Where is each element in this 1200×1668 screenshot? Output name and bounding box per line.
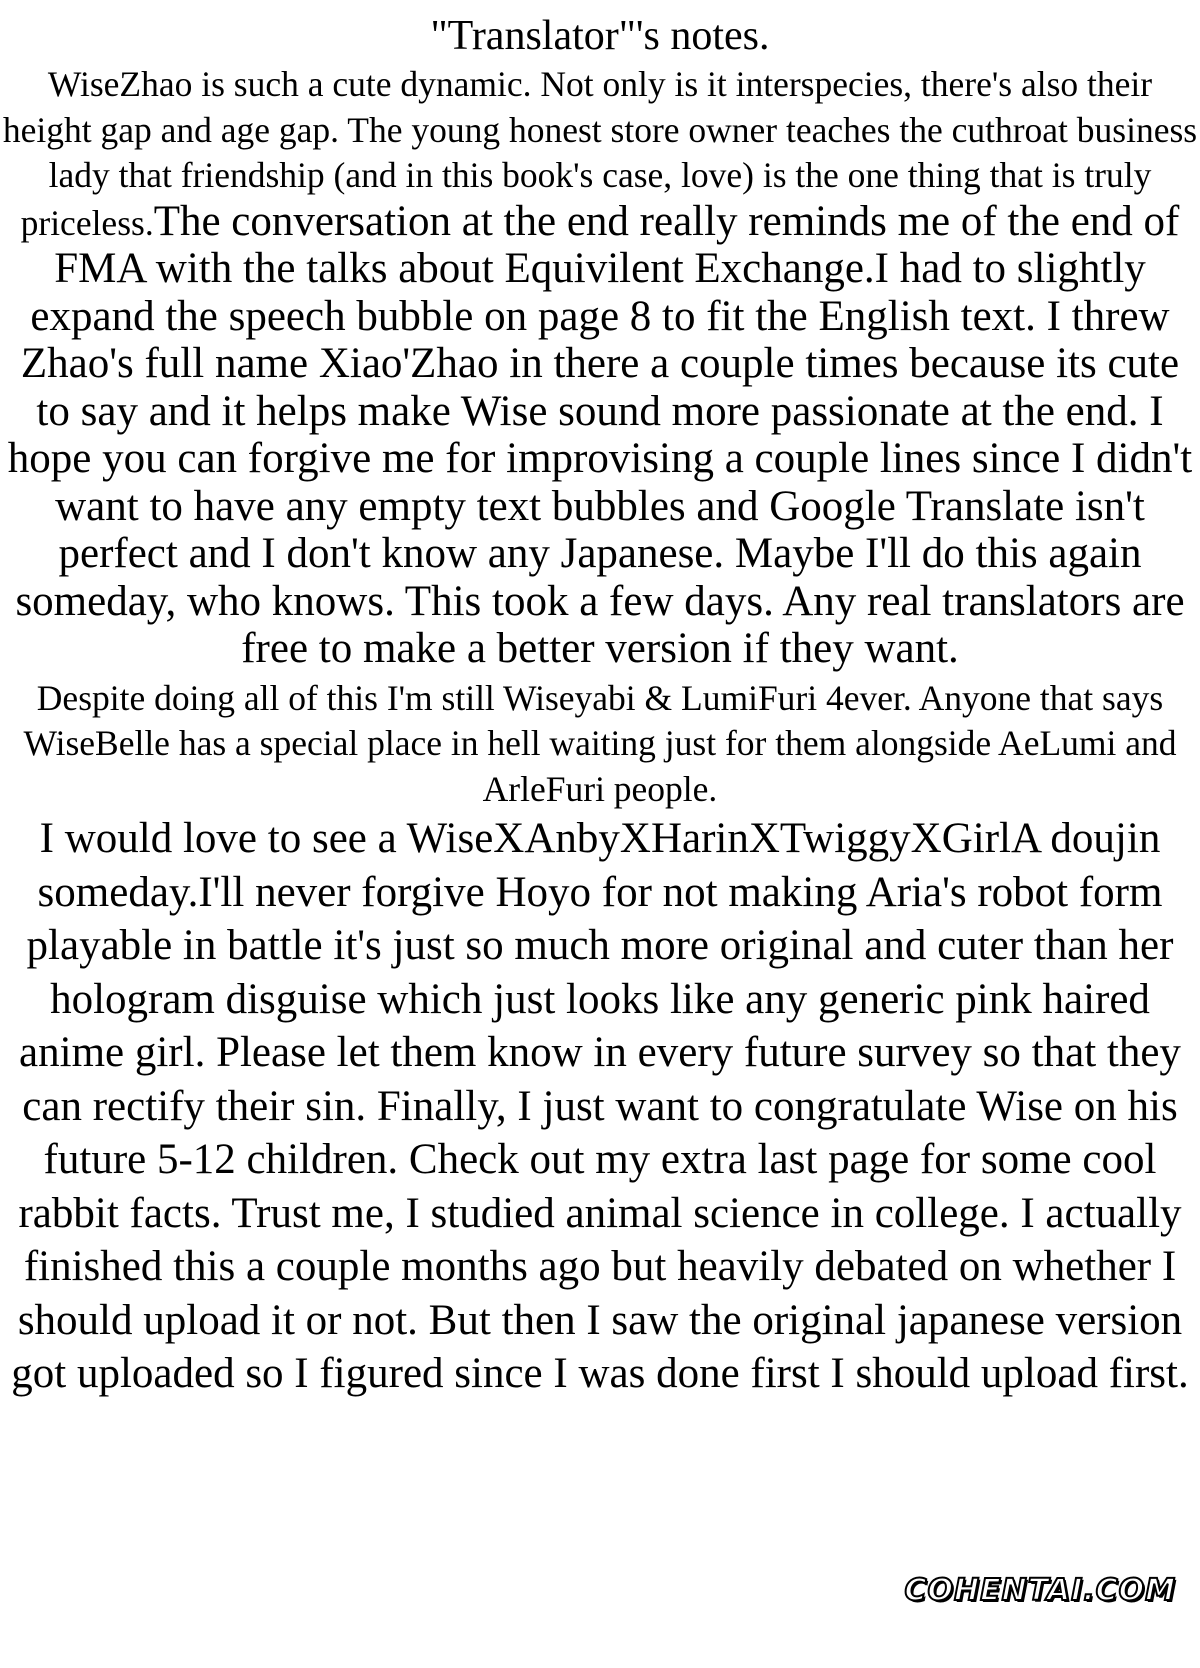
notes-paragraph-3: I would love to see a WiseXAnbyXHarinXTwiggyXGirlA doujin someday.I'll never forgive Hoyo for not making Aria's robot form playable in battle it's just so much more original and cuter than her hologram disguise which just looks like any generic pink haired anime girl. Please let them know in every future survey so that they can rectify their sin. Finally, I just want to congratulate Wise on his future 5-12 children. Check out my extra last page for some cool rabbit facts. Trust me, I studied animal science in college. I actually finished this a couple months ago but heavily debated on whether I should upload it or not. But then I saw the original japanese version got uploaded so I figured since I was done first I should upload first. (11, 815, 1189, 1397)
notes-paragraph-1-large-text: The conversation at the end really reminds me of the end of FMA with the talks about Equivilent Exchange.I had to slightly expand the speech bubble on page 8 to fit the English text. I threw Zhao's full name Xiao'Zhao in there a couple times because its cute to say and it helps make Wise sound more passionate at the end. I hope you can forgive me for improvising a couple lines since I didn't want to have any empty text bubbles and Google Translate isn't perfect and I don't know any Japanese. Maybe I'll do this again someday, who knows. This took a few days. Any real translators are free to make a better version if they want. (7, 197, 1193, 672)
notes-paragraph-2: Despite doing all of this I'm still Wiseyabi & LumiFuri 4ever. Anyone that says WiseBelle has a special place in hell waiting just for them alongside AeLumi and ArleFuri people. (23, 677, 1177, 809)
notes-paragraph-1-small-text: WiseZhao is such a cute dynamic. Not only is it interspecies, there's also their height gap and age gap. The young honest store owner teaches the cuthroat business lady that friendship (and in this book's case, love) is the one thing that is truly priceless. (2, 64, 1198, 243)
site-watermark: COHENTAI.COM (900, 1573, 1180, 1608)
page-title: "Translator"'s notes. (430, 13, 770, 59)
notes-paragraph-1 (0, 62, 1200, 674)
